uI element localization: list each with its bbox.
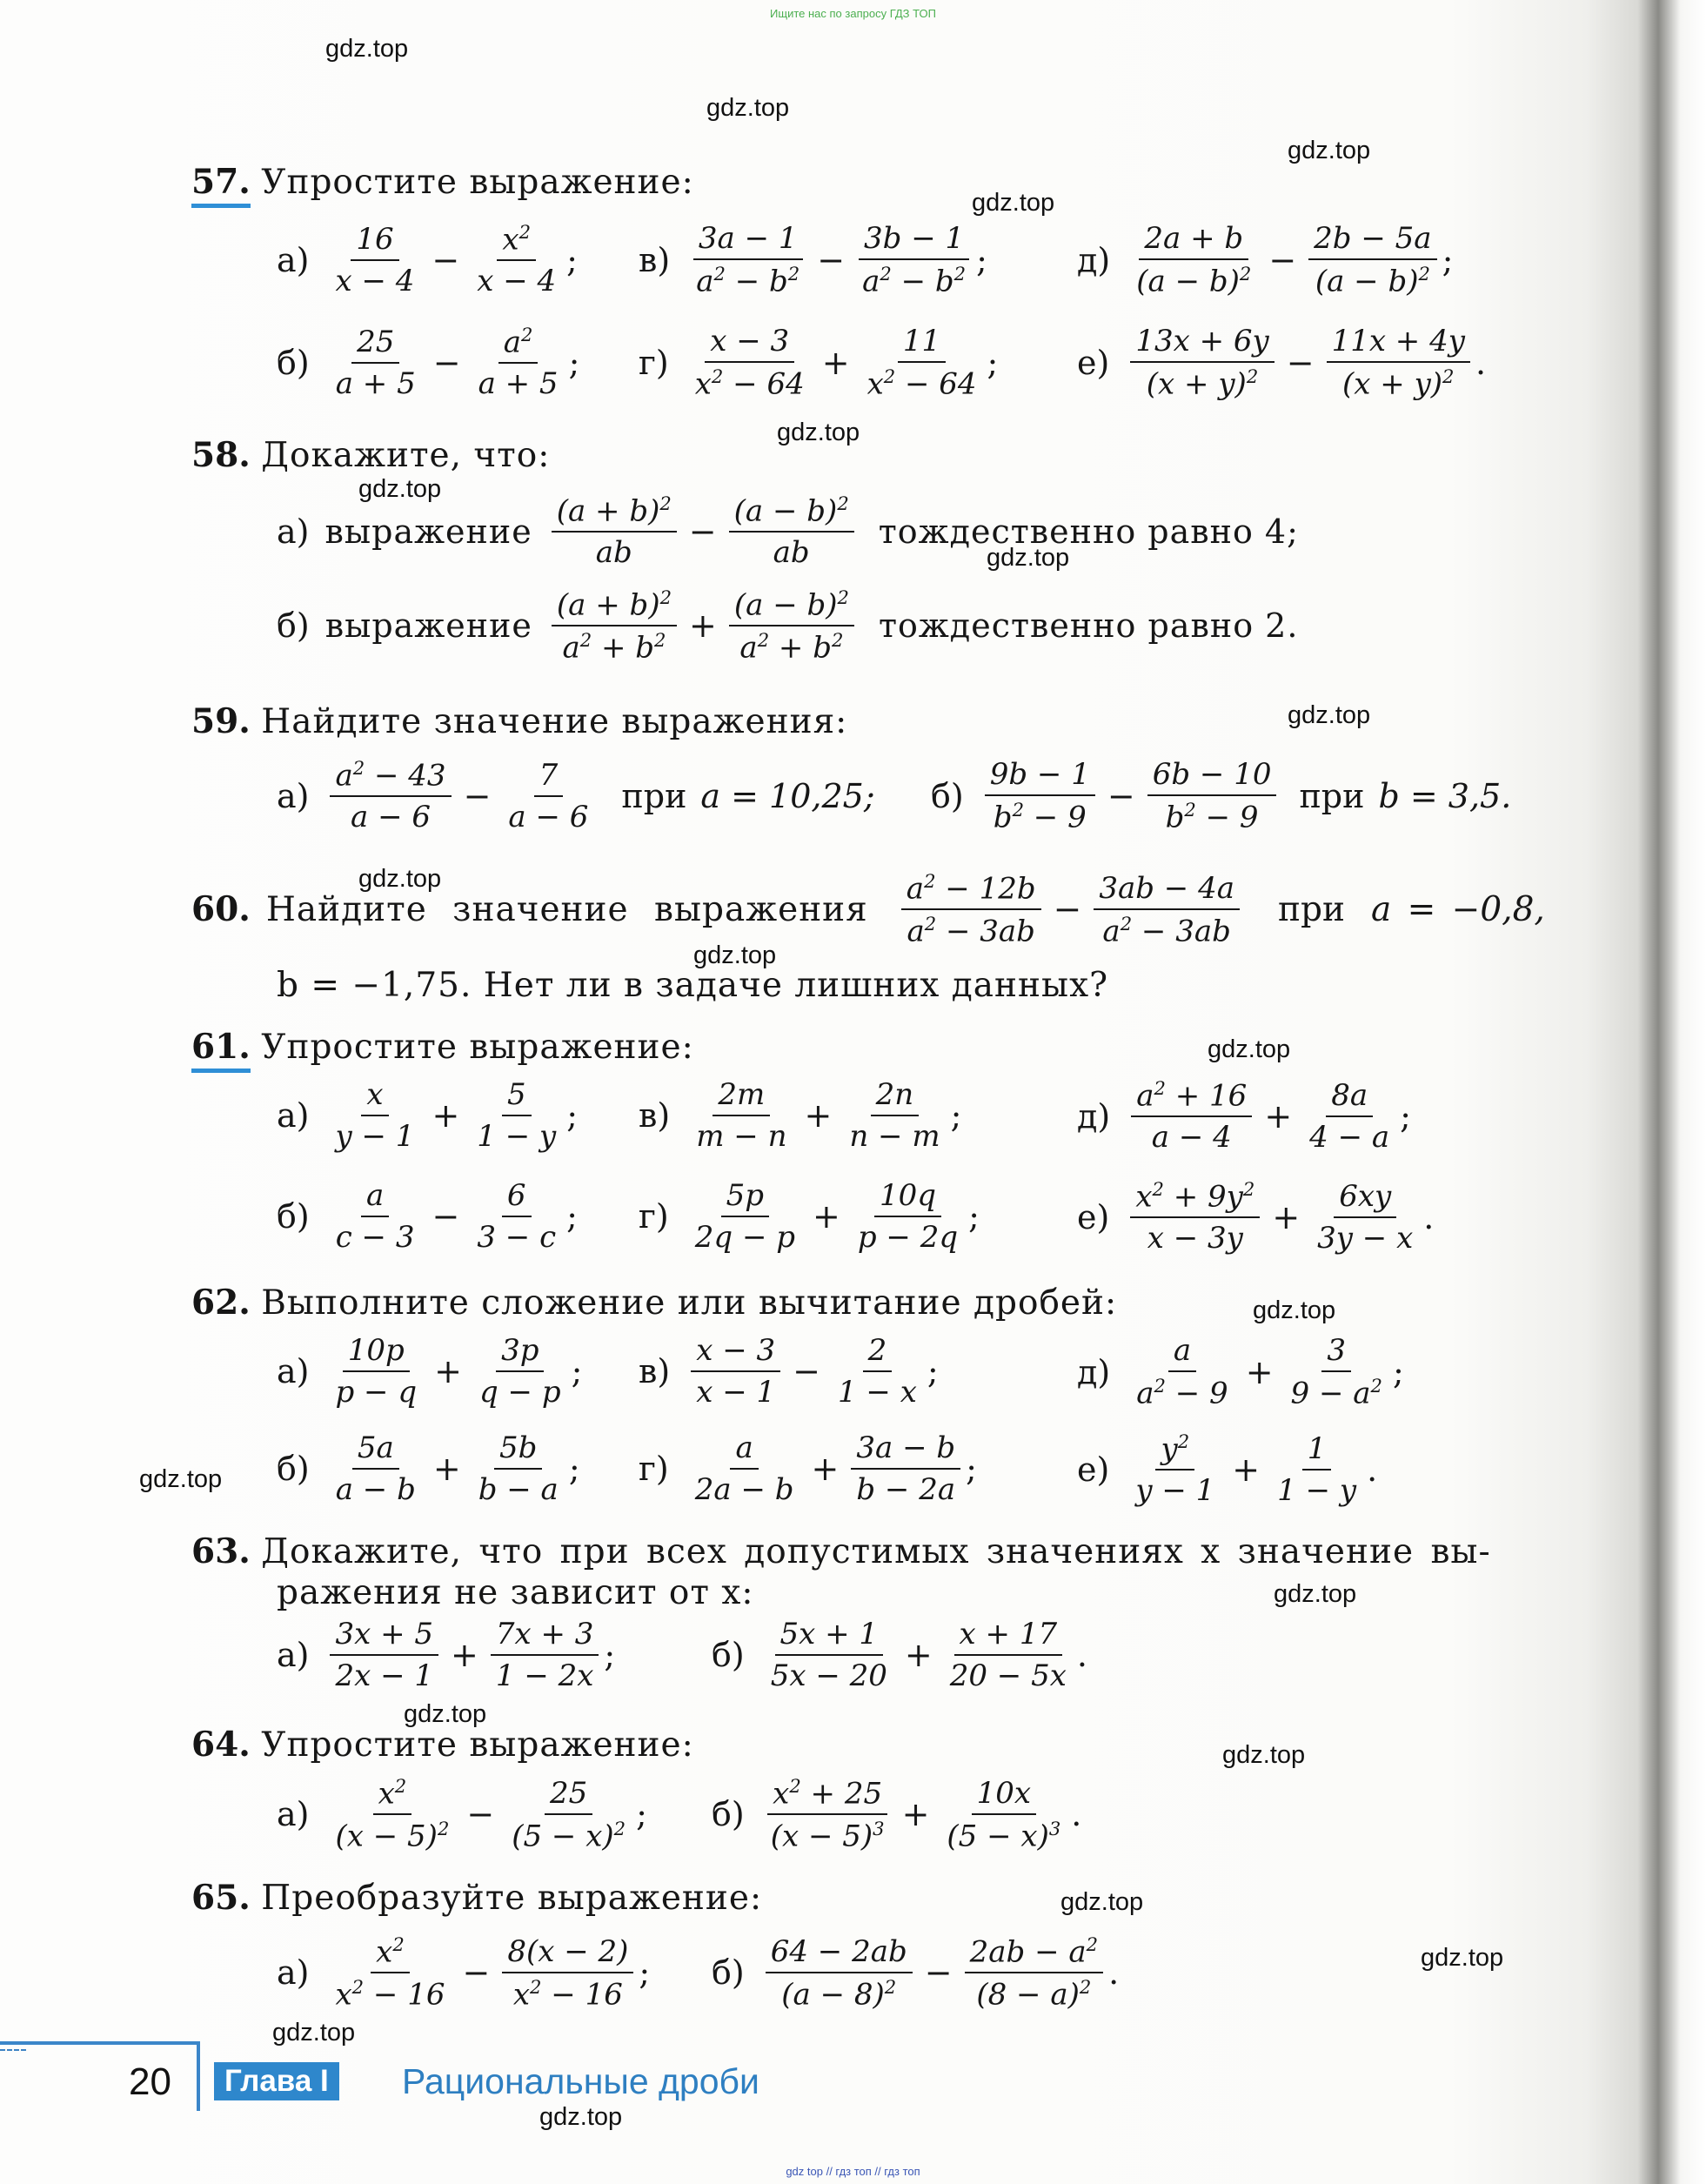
problem-statement: Докажите, что: <box>261 436 551 475</box>
problem-62-item-a: а) $\frac{10p}{p - q}$ + $\frac{3p}{q - p}$ ; <box>277 1333 583 1410</box>
watermark: gdz.top <box>777 419 860 446</box>
word: выражение <box>324 512 532 551</box>
problem-statement: Выполните сложение или вычитание дробей: <box>261 1283 1118 1323</box>
problem-61-item-b: б) $\frac{a}{c - 3}$ − $\frac{6}{3 - c}$ ; <box>277 1178 578 1255</box>
footer-rule-vertical <box>197 2041 200 2111</box>
problem-62-item-b: б) $\frac{5a}{a - b}$ + $\frac{5b}{b - a}$ ; <box>277 1430 580 1507</box>
problem-statement: b = −1,75. Нет ли в задаче лишних данных? <box>277 966 1108 1005</box>
footer-note: gdz top // гдз топ // гдз топ <box>786 2165 920 2178</box>
problem-61-item-e: е) $\frac{x^2 + 9y^2}{x - 3y}$ + $\frac{6xy}{3y - x}$ . <box>1077 1178 1435 1256</box>
problem-57-heading <box>191 162 694 202</box>
item-label: б) <box>931 776 964 815</box>
item-label: в) <box>639 240 671 279</box>
watermark: gdz.top <box>539 2103 623 2131</box>
item-label: а) <box>277 1352 310 1390</box>
item-label: б) <box>277 606 310 646</box>
problem-65-item-a: а) $\frac{x^2}{x^2 - 16}$ − $\frac{8(x - 2)}{x^2 - 16}$ ; <box>277 1933 651 2013</box>
word: тождественно равно 2. <box>878 606 1299 646</box>
item-label: б) <box>712 1953 745 1993</box>
item-label: е) <box>1077 1450 1110 1489</box>
watermark: gdz.top <box>404 1700 487 1728</box>
item-label: б) <box>277 1450 310 1488</box>
problem-62-item-g: г) $\frac{a}{2a - b}$ + $\frac{3a - b}{b - 2a}$ ; <box>639 1430 977 1507</box>
item-label: б) <box>712 1636 745 1674</box>
item-label: а) <box>277 1795 310 1834</box>
problem-statement: Найдите значение выражения: <box>261 702 848 741</box>
watermark: gdz.top <box>358 865 442 893</box>
problem-57-item-b: б) $\frac{25}{a + 5}$ − $\frac{a^2}{a + 5}$ ; <box>277 324 580 402</box>
problem-number: 60. <box>191 889 251 930</box>
problem-58-item-b: б) выражение $\frac{(a + b)^2}{a^2 + b^2}$ + $\frac{(a - b)^2}{a^2 + b^2}$ тождественно равно 2. <box>277 586 1299 666</box>
problem-62-item-d: д) $\frac{a}{a^2 - 9}$ + $\frac{3}{9 - a^2}$ ; <box>1077 1333 1404 1411</box>
item-label: г) <box>639 1450 669 1488</box>
value: a = 10,25; <box>700 776 875 815</box>
watermark: gdz.top <box>1288 137 1371 164</box>
problem-57-item-a: а) $\frac{16}{x - 4}$ − $\frac{x^2}{x - 4}$ ; <box>277 221 578 299</box>
watermark: gdz.top <box>1421 1944 1504 1972</box>
problem-number: 65. <box>191 1878 251 1918</box>
problem-58-heading <box>191 435 550 475</box>
problem-64-heading <box>191 1725 694 1765</box>
problem-statement: ражения не зависит от x: <box>277 1573 754 1612</box>
problem-statement: Упростите выражение: <box>261 163 694 202</box>
item-label: в) <box>639 1352 671 1390</box>
item-label: в) <box>639 1096 671 1135</box>
problem-61-heading <box>191 1027 694 1067</box>
item-label: г) <box>639 1197 669 1236</box>
problem-number: 62. <box>191 1283 251 1323</box>
problem-61-item-g: г) $\frac{5p}{2q - p}$ + $\frac{10q}{p - 2q}$ ; <box>639 1178 980 1255</box>
problem-57-item-e: е) $\frac{13x + 6y}{(x + y)^2}$ − $\frac{11x + 4y}{(x + y)^2}$ . <box>1077 324 1487 402</box>
problem-63-line2 <box>277 1573 754 1612</box>
item-label: а) <box>277 512 310 551</box>
problem-57-item-g: г) $\frac{x - 3}{x^2 - 64}$ + $\frac{11}{x^2 - 64}$ ; <box>639 324 999 402</box>
problem-59-item-a: а) $\frac{a^2 - 43}{a - 6}$ − $\frac{7}{a - 6}$ при a = 10,25; <box>277 757 875 835</box>
problem-60-line2 <box>277 966 1108 1005</box>
problem-65-item-b: б) $\frac{64 - 2ab}{(a - 8)^2}$ − $\frac{2ab - a^2}{(8 - a)^2}$ . <box>712 1933 1120 2013</box>
watermark: gdz.top <box>1253 1296 1336 1324</box>
watermark: gdz.top <box>987 544 1070 572</box>
problem-63-item-a: а) $\frac{3x + 5}{2x - 1}$ + $\frac{7x + 3}{1 - 2x}$ ; <box>277 1617 616 1693</box>
item-label: д) <box>1077 1096 1111 1136</box>
problem-57-item-d: д) $\frac{2a + b}{(a - b)^2}$ − $\frac{2b - 5a}{(a - b)^2}$ ; <box>1077 221 1454 299</box>
word: тождественно равно 4; <box>878 512 1299 551</box>
problem-63-item-b: б) $\frac{5x + 1}{5x - 20}$ + $\frac{x + 17}{20 - 5x}$ . <box>712 1617 1088 1693</box>
problem-statement: Преобразуйте выражение: <box>261 1879 763 1918</box>
item-label: а) <box>277 1953 310 1993</box>
item-label: е) <box>1077 343 1110 382</box>
word: при <box>1299 776 1365 815</box>
problem-59-item-b: б) $\frac{9b - 1}{b^2 - 9}$ − $\frac{6b - 10}{b^2 - 9}$ при b = 3,5. <box>931 757 1512 835</box>
watermark: gdz.top <box>325 35 409 63</box>
watermark: gdz.top <box>706 94 790 122</box>
item-label: д) <box>1077 240 1111 279</box>
word: при <box>1278 889 1345 929</box>
item-label: д) <box>1077 1352 1111 1391</box>
item-label: б) <box>277 343 310 382</box>
problem-60-heading: 60. Найдите значение выражения $\frac{a^2 - 12b}{a^2 - 3ab}$ − $\frac{3ab - 4a}{a^2 - 3ab}$ при a = −0,8, <box>191 870 1545 949</box>
chapter-title: Рациональные дроби <box>402 2061 759 2101</box>
problem-58-item-a: а) выражение $\frac{(a + b)^2}{ab}$ − $\frac{(a - b)^2}{ab}$ тождественно равно 4; <box>277 492 1299 571</box>
item-label: е) <box>1077 1197 1110 1236</box>
item-label: а) <box>277 240 310 279</box>
watermark: gdz.top <box>1060 1888 1144 1916</box>
watermark: gdz.top <box>972 189 1055 217</box>
item-label: а) <box>277 1096 310 1135</box>
corner-decoration <box>0 2049 26 2056</box>
item-label: г) <box>639 343 669 382</box>
header-note: Ищите нас по запросу ГДЗ ТОП <box>770 7 936 20</box>
problem-62-item-e: е) $\frac{y^2}{y - 1}$ + $\frac{1}{1 - y}$ . <box>1077 1430 1378 1509</box>
problem-64-item-a: а) $\frac{x^2}{(x - 5)^2}$ − $\frac{25}{(5 - x)^2}$ ; <box>277 1775 647 1854</box>
watermark: gdz.top <box>358 475 442 503</box>
problem-number: 61. <box>191 1027 251 1073</box>
problem-61-item-v: в) $\frac{2m}{m - n}$ + $\frac{2n}{n - m}$ ; <box>639 1077 962 1154</box>
problem-statement: Найдите значение выражения <box>265 889 868 929</box>
watermark: gdz.top <box>1274 1580 1357 1608</box>
problem-statement: Упростите выражение: <box>261 1028 694 1067</box>
watermark: gdz.top <box>1208 1035 1291 1063</box>
page-number: 20 <box>129 2060 171 2103</box>
problem-number: 57. <box>191 162 251 208</box>
problem-statement: Докажите, что при всех допустимых значениях x значение вы- <box>261 1532 1491 1571</box>
problem-number: 58. <box>191 435 251 475</box>
problem-number: 59. <box>191 701 251 741</box>
problem-57-item-v: в) $\frac{3a - 1}{a^2 - b^2}$ − $\frac{3b - 1}{a^2 - b^2}$ ; <box>639 221 987 299</box>
watermark: gdz.top <box>139 1465 223 1493</box>
problem-59-heading <box>191 701 847 741</box>
watermark: gdz.top <box>272 2019 356 2047</box>
word: выражение <box>324 606 532 646</box>
item-label: а) <box>277 776 310 815</box>
footer-rule <box>0 2041 200 2045</box>
value: a = −0,8, <box>1370 889 1545 929</box>
watermark: gdz.top <box>1288 701 1371 729</box>
problem-statement: Упростите выражение: <box>261 1725 694 1765</box>
word: при <box>621 776 687 815</box>
problem-65-heading <box>191 1878 762 1918</box>
item-label: а) <box>277 1636 310 1674</box>
item-label: б) <box>277 1197 310 1236</box>
problem-number: 64. <box>191 1725 251 1765</box>
item-label: б) <box>712 1795 745 1834</box>
watermark: gdz.top <box>1222 1741 1306 1769</box>
problem-61-item-d: д) $\frac{a^2 + 16}{a - 4}$ + $\frac{8a}{4 - a}$ ; <box>1077 1077 1411 1156</box>
problem-64-item-b: б) $\frac{x^2 + 25}{(x - 5)^3}$ + $\frac{10x}{(5 - x)^3}$ . <box>712 1775 1082 1854</box>
problem-number: 63. <box>191 1531 251 1571</box>
value: b = 3,5. <box>1378 776 1512 815</box>
problem-62-heading <box>191 1283 1117 1323</box>
problem-62-item-v: в) $\frac{x - 3}{x - 1}$ − $\frac{2}{1 - x}$ ; <box>639 1333 939 1410</box>
watermark: gdz.top <box>693 941 777 969</box>
problem-63-heading <box>191 1531 1491 1571</box>
problem-61-item-a: а) $\frac{x}{y - 1}$ + $\frac{5}{1 - y}$ ; <box>277 1077 579 1154</box>
chapter-label: Глава I <box>214 2062 339 2100</box>
